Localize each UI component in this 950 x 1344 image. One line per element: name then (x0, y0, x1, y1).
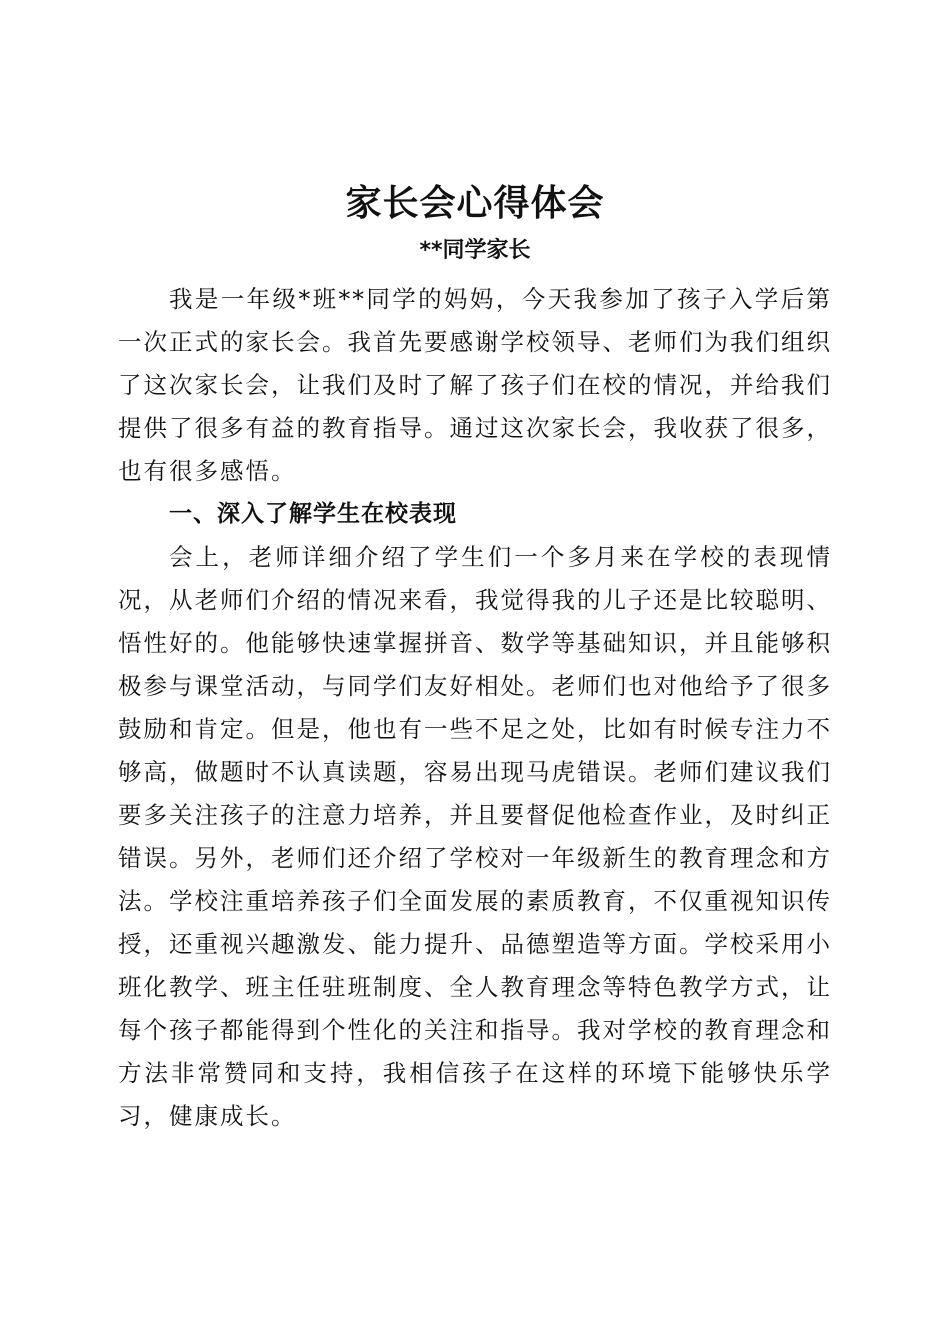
document-body (118, 278, 832, 1138)
document-title: 家长会心得体会 (345, 182, 605, 224)
section-paragraph: 会上，老师详细介绍了学生们一个多月来在学校的表现情况，从老师们介绍的情况来看，我觉得我的儿子还是比较聪明、悟性好的。他能够快速掌握拼音、数学等基础知识，并且能够积极参与课堂活动，与同学们友好相处。老师们也对他给予了很多鼓励和肯定。但是，他也有一些不足之处，比如有时候专注力不够高，做题时不认真读题，容易出现马虎错误。老师们建议我们要多关注孩子的注意力培养，并且要督促他检查作业，及时纠正错误。另外，老师们还介绍了学校对一年级新生的教育理念和方法。学校注重培养孩子们全面发展的素质教育，不仅重视知识传授，还重视兴趣激发、能力提升、品德塑造等方面。学校采用小班化教学、班主任驻班制度、全人教育理念等特色教学方式，让每个孩子都能得到个性化的关注和指导。我对学校的教育理念和方法非常赞同和支持，我相信孩子在这样的环境下能够快乐学习，健康成长。 (118, 543, 832, 1130)
intro-paragraph: 我是一年级*班**同学的妈妈，今天我参加了孩子入学后第一次正式的家长会。我首先要感谢学校领导、老师们为我们组织了这次家长会，让我们及时了解了孩子们在校的情况，并给我们提供了很多有益的教育指导。通过这次家长会，我收获了很多，也有很多感悟。 (118, 285, 832, 485)
section-heading: 一、深入了解学生在校表现 (169, 501, 457, 527)
document-author: **同学家长 (419, 238, 531, 263)
